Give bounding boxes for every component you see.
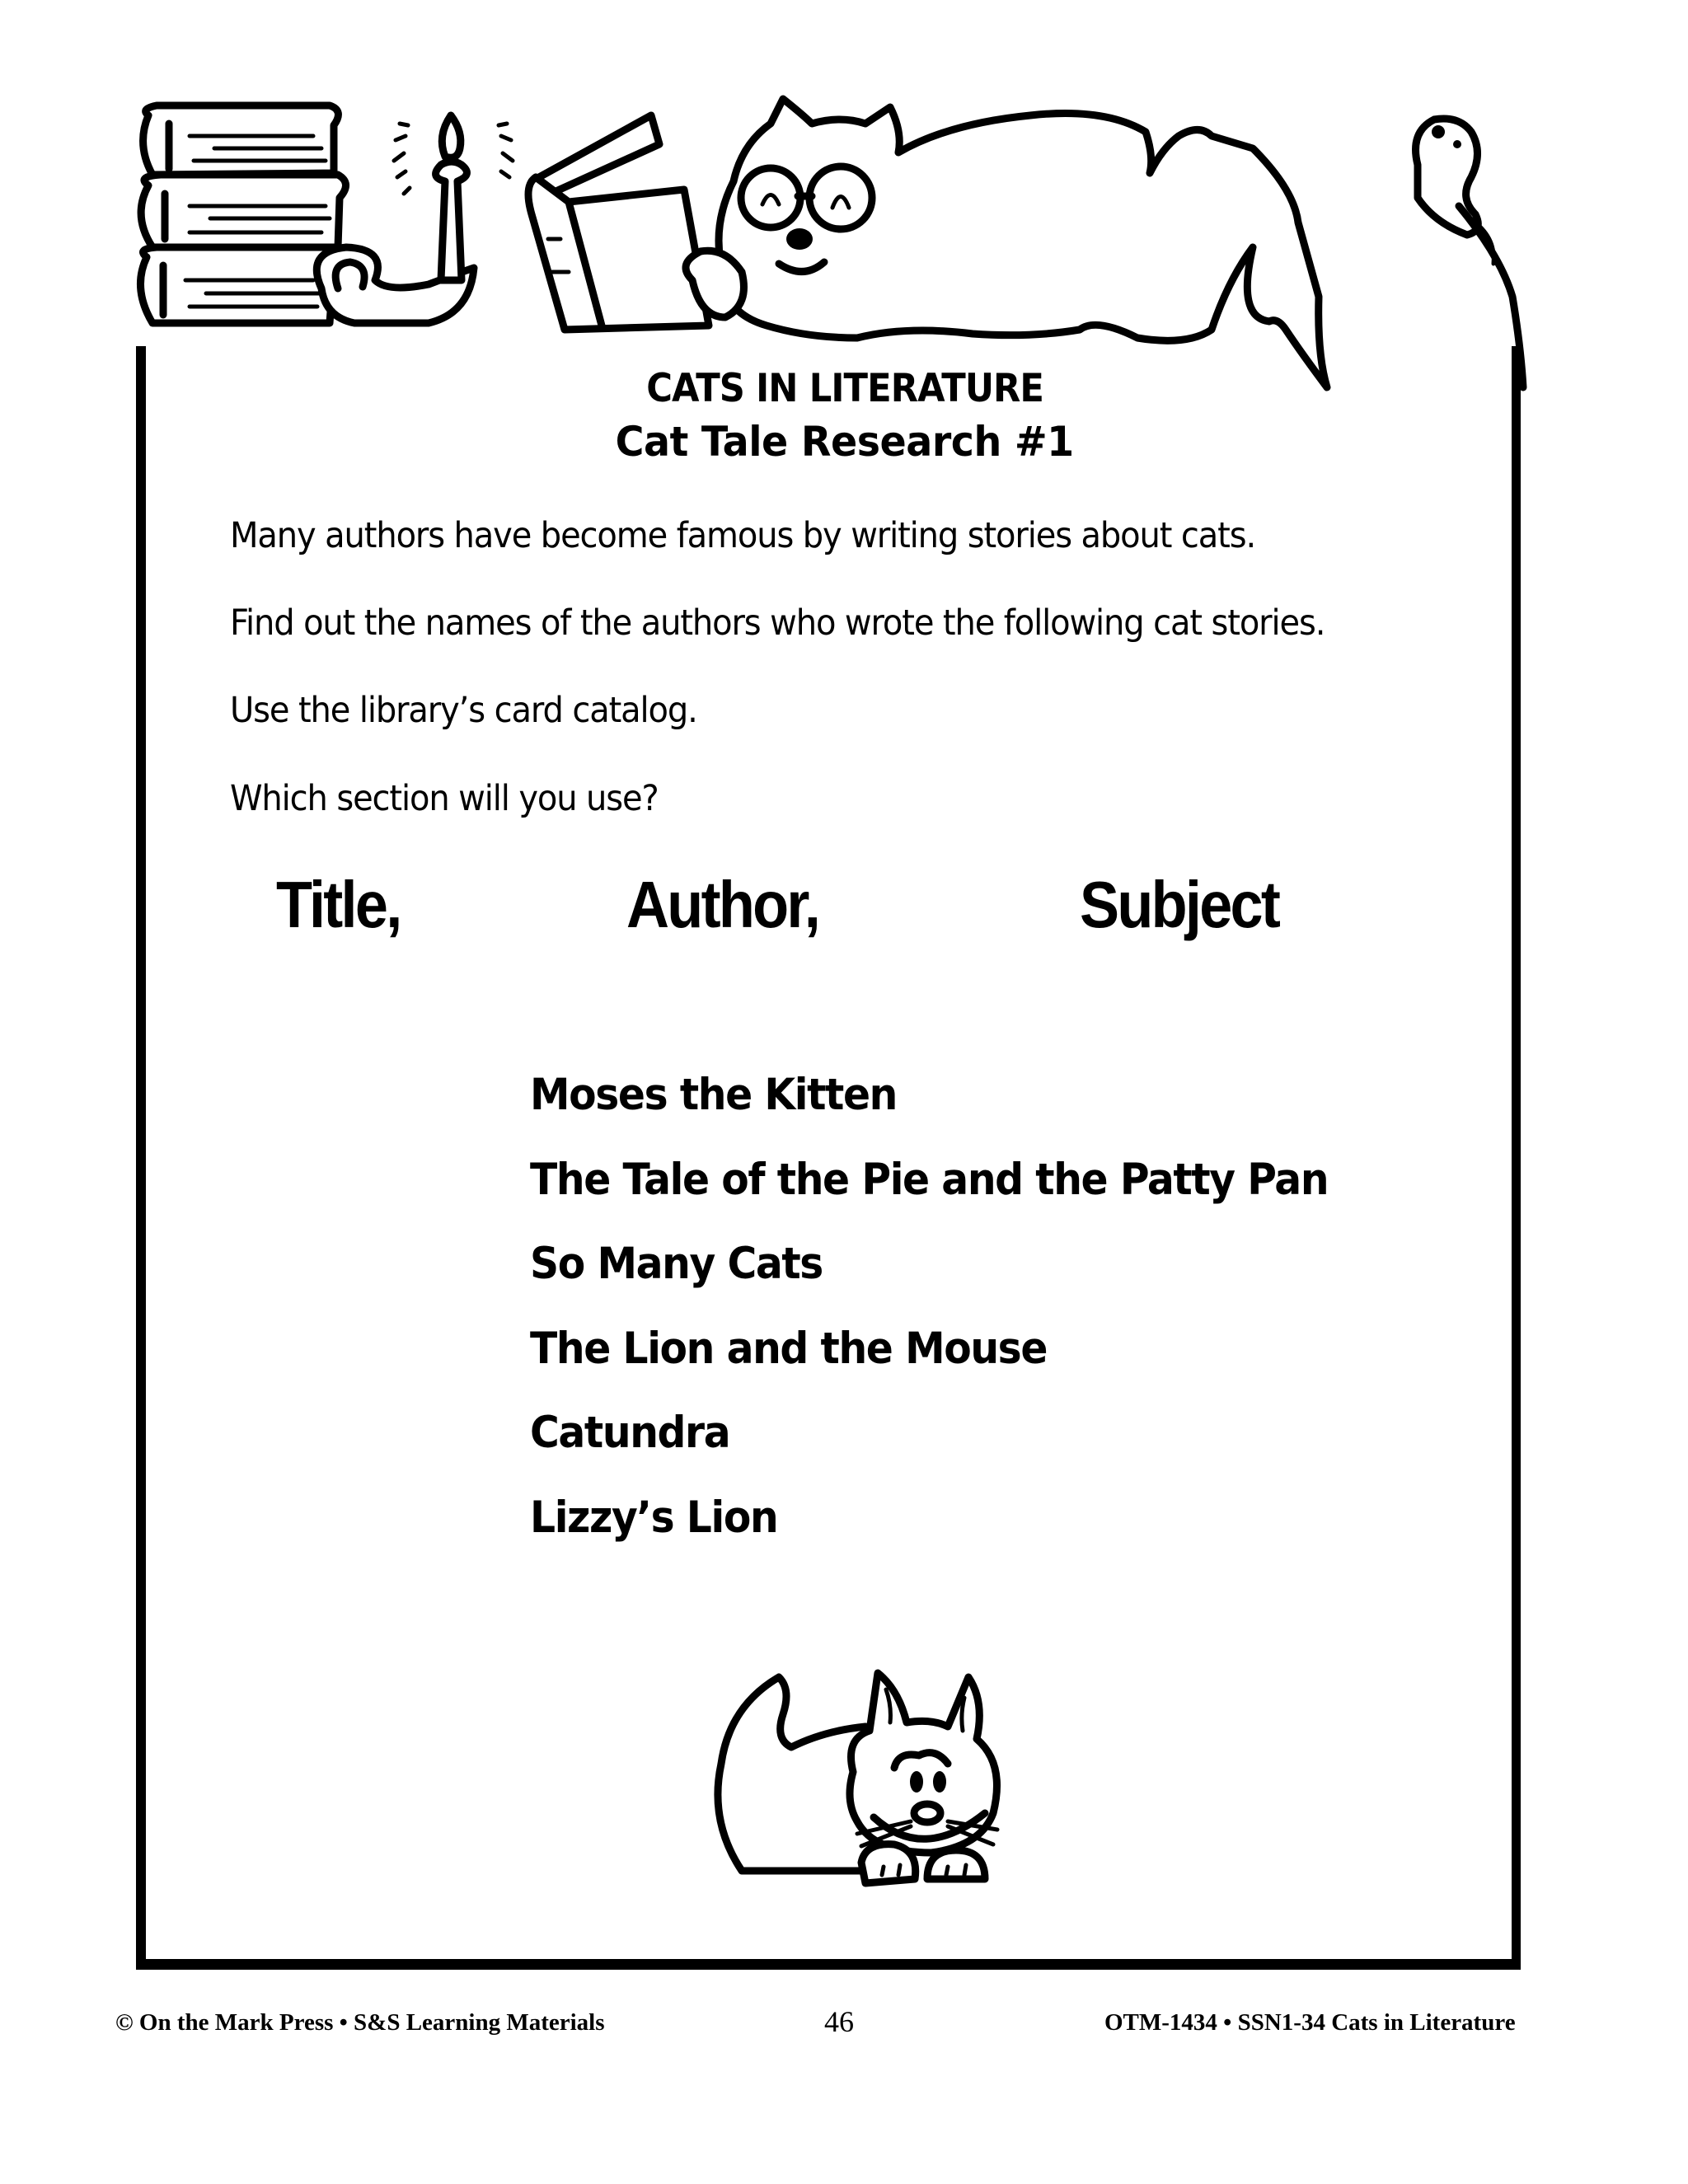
book-stack-icon [140,105,345,323]
sitting-cat-icon [701,1640,1014,1904]
worksheet-heading: CATS IN LITERATURE [646,366,1044,411]
instruction-line: Use the library’s card catalog. [230,690,697,731]
book-title-item: The Tale of the Pie and the Patty Pan [530,1155,1329,1205]
instruction-line: Find out the names of the authors who wrote the following cat stories. [230,602,1325,644]
book-title-item: Moses the Kitten [530,1070,898,1120]
candle-icon [316,115,513,323]
section-author-option: Author, [626,868,819,941]
cat-with-glasses-icon [686,99,1327,387]
open-book-icon [528,115,709,330]
product-code: OTM-1434 • SSN1-34 Cats in Literature [1104,2009,1516,2036]
section-subject-option: Subject [1080,868,1279,941]
section-title-option: Title, [276,868,401,941]
publisher-credit: © On the Mark Press • S&S Learning Materials [115,2009,605,2036]
book-title-item: So Many Cats [530,1239,823,1289]
book-title-item: The Lion and the Mouse [530,1324,1048,1374]
page-number: 46 [824,2005,854,2038]
book-title-item: Catundra [530,1408,730,1458]
worksheet-subheading: Cat Tale Research #1 [615,418,1074,466]
instruction-line: Many authors have become famous by writing stories about cats. [230,515,1256,556]
book-title-item: Lizzy’s Lion [530,1493,778,1543]
instruction-line: Which section will you use? [230,778,659,819]
